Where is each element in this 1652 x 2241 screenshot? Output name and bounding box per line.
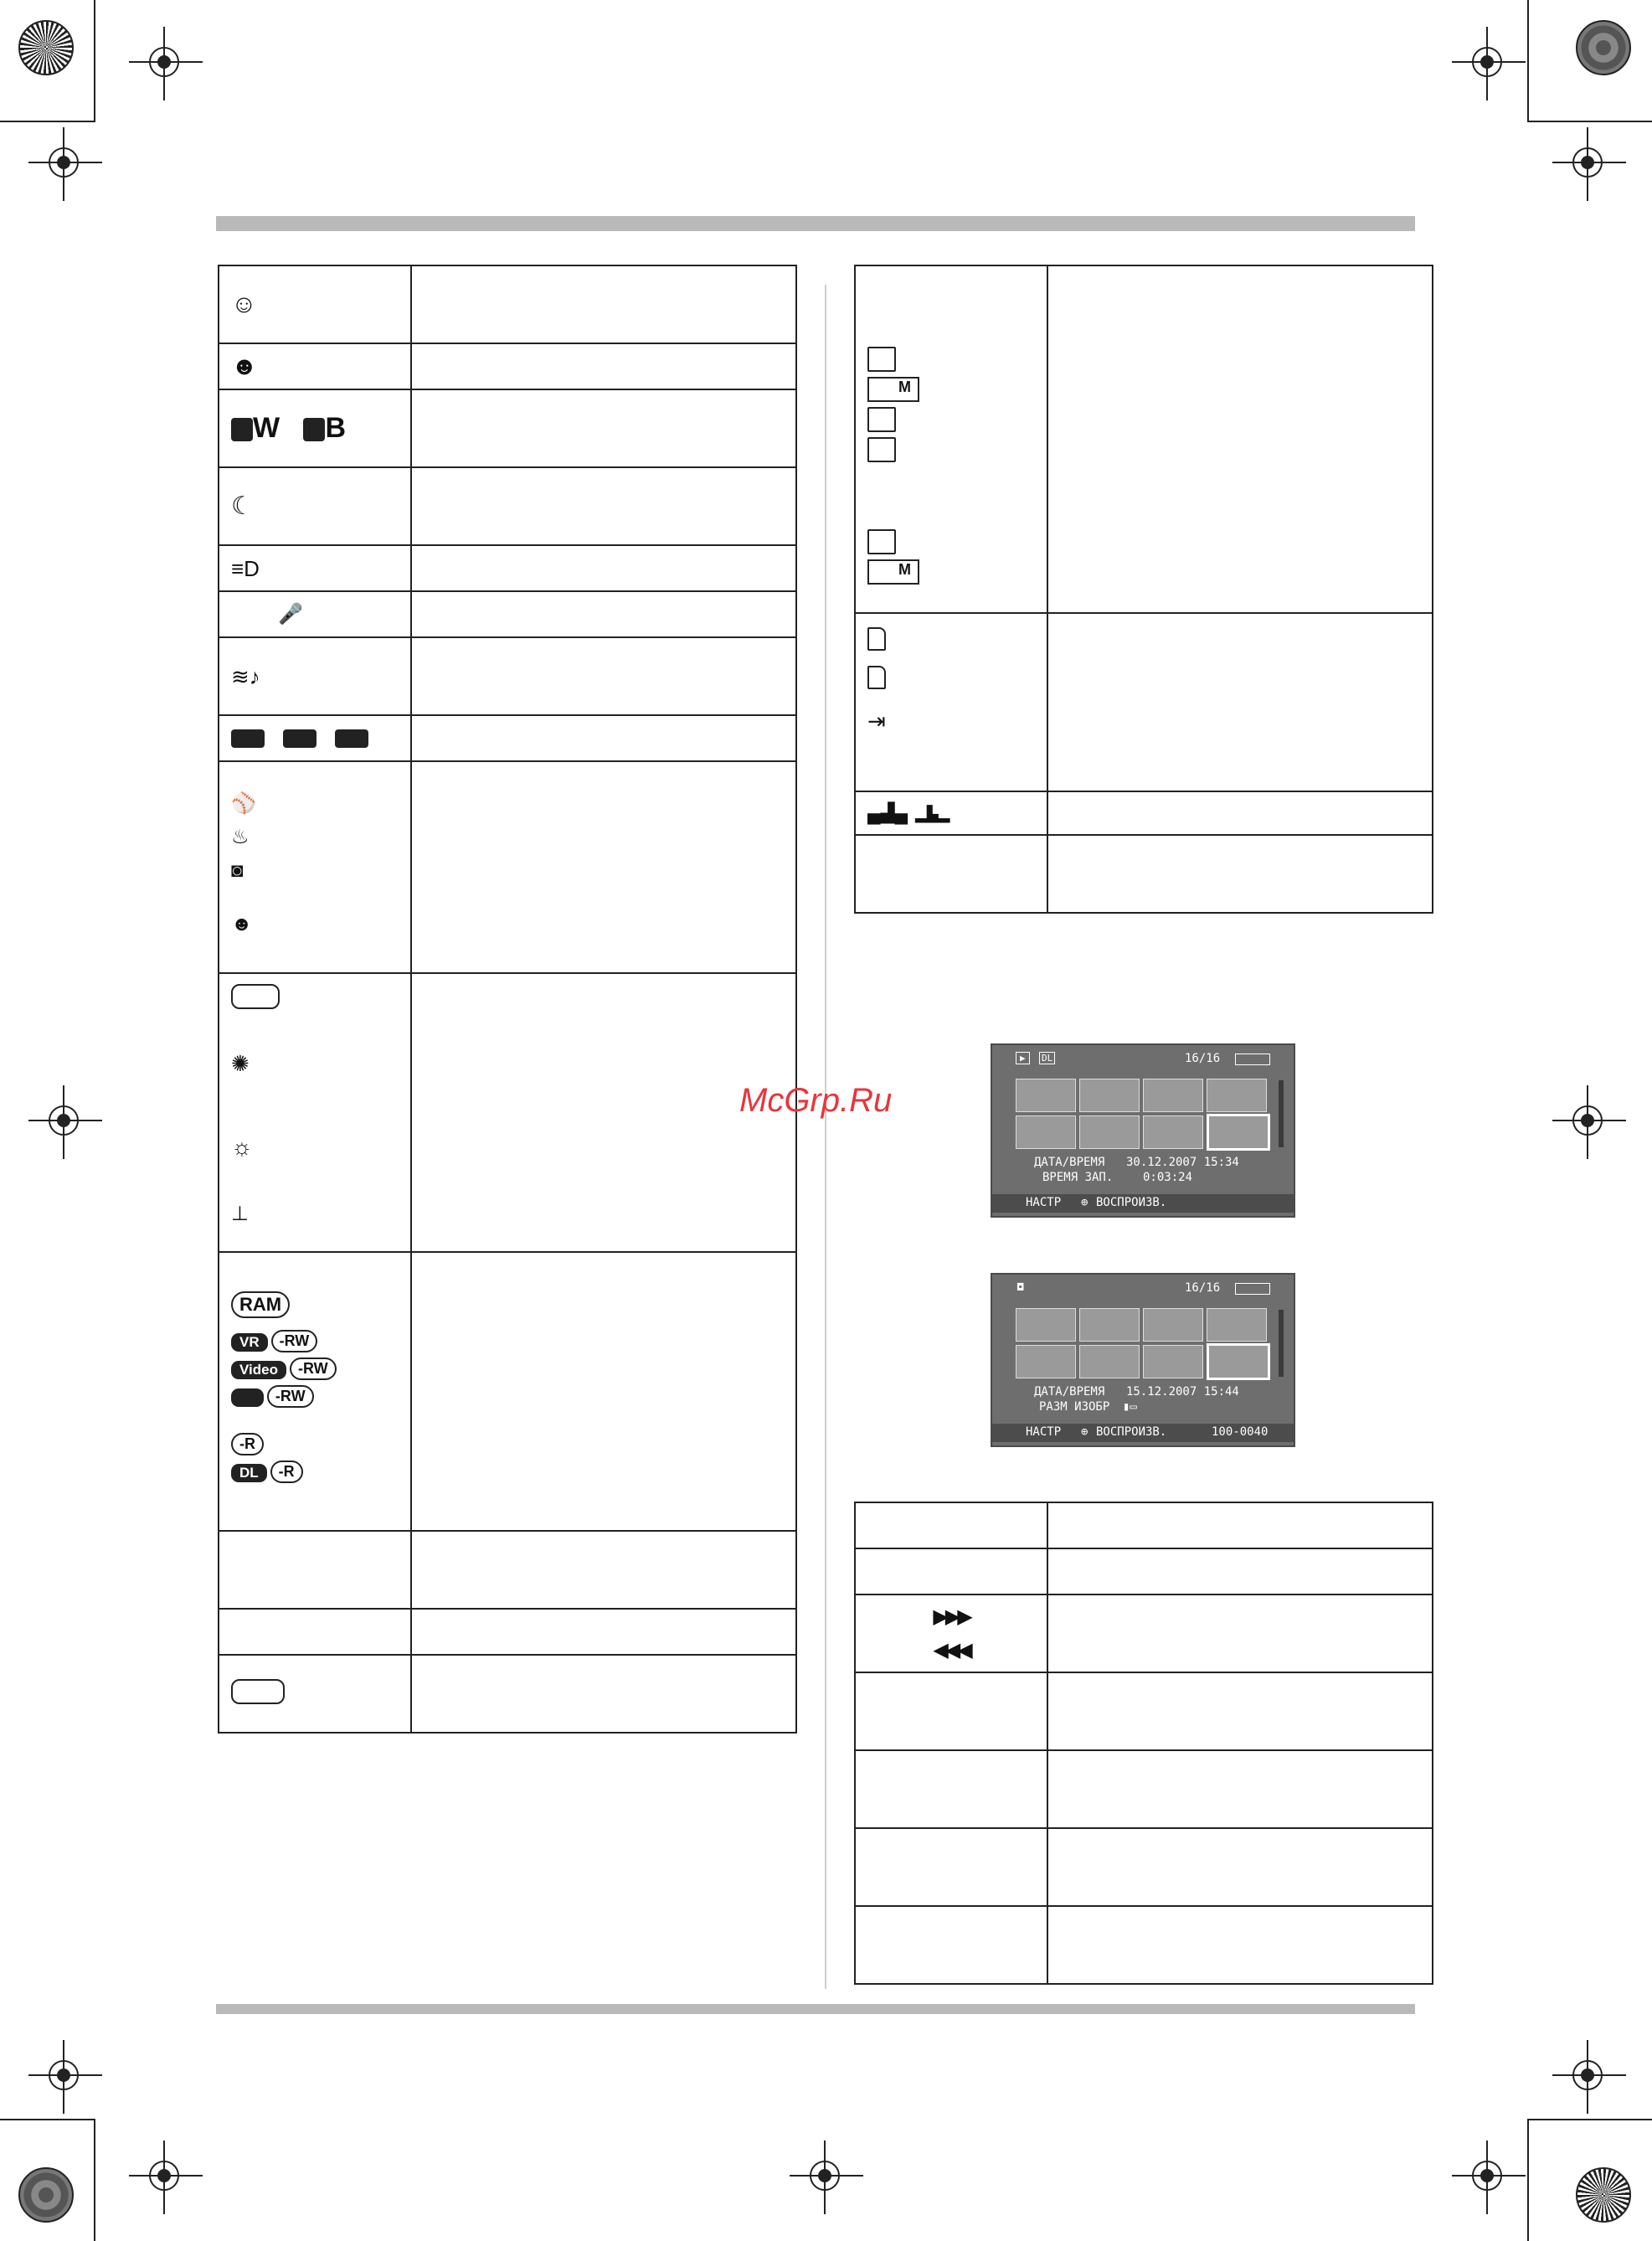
thumbnail[interactable] [1016, 1308, 1076, 1342]
date-value: 15.12.2007 15:44 [1126, 1385, 1239, 1399]
crop-line [1527, 0, 1529, 122]
disc-dl-icon: DL [1039, 1052, 1055, 1064]
thumbnail[interactable] [1079, 1079, 1140, 1112]
crosshair-mark [810, 2161, 840, 2191]
counter-text: 16/16 [1185, 1281, 1221, 1295]
mode-pill-icon [231, 1679, 285, 1704]
corner-rose-bl [18, 2167, 74, 2223]
portrait-icon: ◙ [231, 859, 244, 882]
column-divider [825, 285, 826, 1989]
crop-line [94, 2119, 95, 2241]
table-row [855, 1548, 1433, 1594]
card-icon [867, 347, 896, 372]
mtag-icon: M [867, 377, 919, 402]
table-row [855, 1502, 1433, 1548]
table-row [855, 1750, 1433, 1828]
corner-rose-tl [18, 20, 74, 75]
joystick-icon: ⊕ [1081, 1425, 1088, 1439]
table-row [219, 715, 796, 761]
r-icon: -R [231, 1433, 264, 1455]
thumbnail-selected[interactable] [1207, 1114, 1270, 1151]
crosshair-mark [1572, 147, 1603, 178]
setup-label: НАСТР [1026, 1196, 1062, 1209]
mode-block-icon [283, 729, 317, 748]
crop-line [1527, 2119, 1652, 2120]
rec-time-label: ВРЕМЯ ЗАП. [1042, 1171, 1114, 1184]
disc-video-icon: Video [231, 1361, 286, 1379]
card-icon [867, 437, 896, 462]
crosshair-mark [1572, 2060, 1603, 2090]
footer-bar [216, 2004, 1415, 2014]
wb-set-icon: ⊥ [231, 1203, 249, 1225]
playback-label: ВОСПРОИЗВ. [1096, 1196, 1167, 1209]
table-row [855, 1906, 1433, 1984]
auto-wb-icon [231, 984, 280, 1009]
spotlight-icon: ☻ [231, 913, 253, 935]
crop-line [1527, 121, 1652, 122]
thumbnail[interactable] [1143, 1079, 1203, 1112]
rw-icon: -RW [267, 1385, 314, 1408]
card-icon [867, 407, 896, 432]
play-icon: ▶ [1016, 1052, 1030, 1064]
thumbnail[interactable] [1079, 1345, 1140, 1378]
table-row [219, 1655, 796, 1733]
image-size-icon: ▮▭ [1123, 1400, 1137, 1414]
r-icon: -R [270, 1461, 303, 1483]
rec-time-value: 0:03:24 [1143, 1171, 1193, 1184]
date-value: 30.12.2007 15:34 [1126, 1156, 1239, 1169]
table-row [855, 613, 1433, 791]
sports-icon: ⚾ [231, 792, 256, 815]
face-smile-icon: ☺ [231, 290, 257, 318]
crosshair-mark [49, 147, 79, 178]
joystick-icon: ⊕ [1081, 1196, 1088, 1209]
file-icon [867, 666, 886, 689]
table-row [219, 637, 796, 715]
table-row [855, 1672, 1433, 1750]
quality-fine-icon: ▄▟▄ [867, 801, 908, 823]
table-row [219, 761, 796, 973]
thumbnail[interactable] [1207, 1079, 1267, 1112]
image-size-label: РАЗМ ИЗОБР [1039, 1400, 1110, 1414]
backlight-icon: ≡D [231, 555, 260, 581]
microphone-icon: 🎤 [278, 602, 303, 626]
thumbnail[interactable] [1079, 1308, 1140, 1342]
crop-line [0, 2119, 94, 2120]
setup-label: НАСТР [1026, 1425, 1062, 1439]
table-row [219, 467, 796, 545]
file-icon [867, 627, 886, 651]
fade-black-label: B [325, 412, 346, 444]
scrollbar[interactable] [1279, 1310, 1284, 1377]
mtag-icon: M [867, 559, 919, 585]
playback-screen-photo [991, 1273, 1295, 1447]
battery-icon [1235, 1283, 1270, 1295]
counter-text: 16/16 [1185, 1052, 1221, 1065]
table-row [219, 973, 796, 1252]
table-row [219, 1252, 796, 1531]
table-row [855, 265, 1433, 613]
thumbnail-selected[interactable] [1207, 1343, 1270, 1380]
quality-normal-icon: ▂▙▂ [914, 805, 950, 822]
playback-screen-video [991, 1043, 1295, 1218]
sun-icon: ☼ [231, 1134, 253, 1160]
fade-white-label: W [253, 412, 280, 444]
playback-label: ВОСПРОИЗВ. [1096, 1425, 1167, 1439]
rw-icon: -RW [290, 1357, 337, 1380]
playback-indicator-table [854, 1502, 1433, 1985]
thumbnail[interactable] [1143, 1345, 1203, 1378]
table-row [219, 265, 796, 343]
table-row [219, 591, 796, 637]
scrollbar[interactable] [1279, 1080, 1284, 1147]
crosshair-mark [149, 2161, 179, 2191]
rw-icon: -RW [271, 1330, 318, 1352]
disc-vr-icon: VR [231, 1333, 268, 1352]
night-moon-star-icon: ☾ [231, 492, 254, 520]
table-row [855, 1828, 1433, 1906]
crosshair-mark [49, 1105, 79, 1136]
table-row [219, 545, 796, 591]
crop-line [1527, 2119, 1529, 2241]
table-row [219, 1609, 796, 1655]
battery-icon [1235, 1054, 1270, 1065]
thumbnail[interactable] [1016, 1345, 1076, 1378]
card-icon [867, 529, 896, 554]
crosshair-mark [1572, 1105, 1603, 1136]
left-indicator-table [218, 265, 797, 1734]
camera-icon: ◘ [1017, 1281, 1024, 1293]
watermark: McGrp.Ru [739, 1082, 893, 1119]
date-label: ДАТА/ВРЕМЯ [1034, 1385, 1105, 1399]
rewind-icon: ◀◀◀ [933, 1638, 970, 1661]
crosshair-mark [49, 2060, 79, 2090]
table-row [855, 791, 1433, 835]
date-label: ДАТА/ВРЕМЯ [1034, 1156, 1105, 1169]
corner-rose-br [1576, 2167, 1631, 2223]
crop-line [94, 0, 95, 122]
smile-circle-icon: ☻ [231, 352, 258, 380]
table-row [219, 389, 796, 467]
thumbnail[interactable] [1016, 1079, 1076, 1112]
disc-dl-icon: DL [231, 1464, 267, 1482]
mode-block-icon [335, 729, 368, 748]
fade-white-icon [231, 418, 253, 441]
wind-mic-icon: ≋♪ [231, 663, 260, 689]
bulb-icon: ✺ [231, 1051, 250, 1076]
thumbnail[interactable] [1079, 1115, 1140, 1149]
thumbnail[interactable] [1207, 1308, 1267, 1342]
crosshair-mark [1472, 47, 1502, 77]
crosshair-mark [1472, 2161, 1502, 2191]
thumbnail[interactable] [1143, 1115, 1203, 1149]
table-row [855, 835, 1433, 913]
thumbnail[interactable] [1143, 1308, 1203, 1342]
crosshair-mark [149, 47, 179, 77]
header-bar [216, 216, 1415, 231]
table-row [219, 343, 796, 389]
corner-rose-tr [1576, 20, 1631, 75]
disc-ram-icon: RAM [231, 1291, 290, 1318]
mode-block-icon [231, 729, 265, 748]
candle-icon: ♨ [231, 826, 250, 848]
file-import-icon: ⇥ [867, 708, 886, 734]
table-row [219, 1531, 796, 1609]
table-row [855, 1594, 1433, 1672]
disc-plain-icon [231, 1388, 264, 1407]
fade-black-icon [303, 418, 325, 441]
fast-forward-icon: ▶▶▶ [933, 1605, 970, 1628]
crop-line [0, 121, 94, 122]
file-number: 100-0040 [1212, 1425, 1269, 1439]
right-indicator-table [854, 265, 1433, 914]
thumbnail[interactable] [1016, 1115, 1076, 1149]
